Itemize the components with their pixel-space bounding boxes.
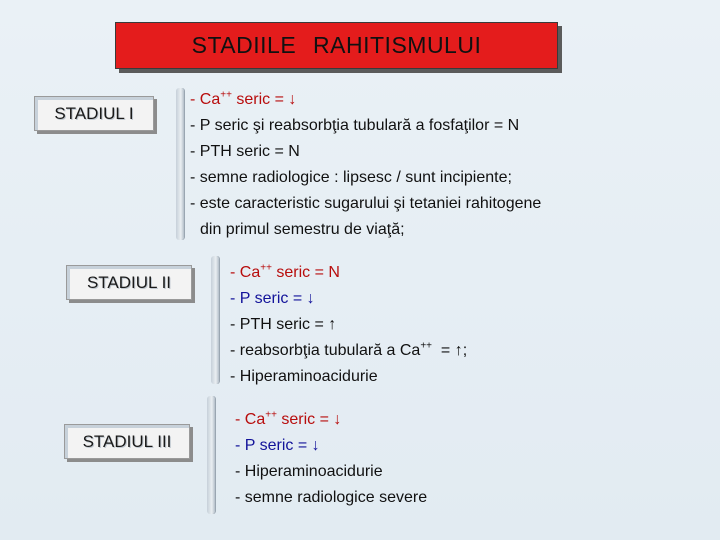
stage-2-box: [66, 265, 192, 300]
title-banner: [115, 22, 558, 69]
stage-1-line-ca: - Ca++ seric = ↓: [190, 89, 297, 108]
stage-1-line-semester: din primul semestru de viaţă;: [200, 221, 405, 238]
stage-1-line-p: - P seric şi reabsorbţia tubulară a fosfaţilor = N: [190, 117, 520, 134]
stage-2-line-pth: - PTH seric = ↑: [230, 316, 337, 333]
page-title: STADIILE RAHITISMULUI: [191, 32, 482, 58]
stage-3-line-ca: - Ca++ seric = ↓: [235, 409, 342, 428]
stage-2-list: [230, 260, 467, 390]
down-arrow-icon: ↓: [306, 290, 315, 307]
stage-1-line-characteristic: - este caracteristic sugarului şi tetaniei rahitogene: [190, 195, 542, 212]
up-arrow-icon: ↑: [454, 342, 463, 359]
stage-2-bracket: [211, 256, 219, 384]
stage-3-line-radiology: - semne radiologice severe: [235, 489, 428, 506]
stage-1-bracket: [176, 88, 184, 240]
stage-1-label: STADIUL I: [54, 103, 134, 123]
stage-2-line-ca: - Ca++ seric = N: [230, 262, 340, 281]
stage-3-line-hyperaminoaciduria: - Hiperaminoacidurie: [235, 463, 383, 480]
stage-1-box: [34, 96, 154, 131]
down-arrow-icon: ↓: [311, 437, 320, 454]
stage-3-list: [235, 407, 427, 511]
stage-3-line-p: - P seric = ↓: [235, 437, 320, 454]
stage-2-line-p: - P seric = ↓: [230, 290, 315, 307]
stage-3-label: STADIUL III: [82, 431, 172, 451]
stage-2-line-hyperaminoaciduria: - Hiperaminoacidurie: [230, 368, 378, 385]
up-arrow-icon: ↑: [328, 316, 337, 333]
stage-1-list: [190, 87, 541, 243]
stage-1-line-pth: - PTH seric = N: [190, 143, 300, 160]
down-arrow-icon: ↓: [288, 91, 297, 108]
stage-3-box: [64, 424, 190, 459]
stage-2-label: STADIUL II: [86, 272, 172, 292]
stage-1-line-radiology: - semne radiologice : lipsesc / sunt incipiente;: [190, 169, 512, 186]
stage-3-bracket: [207, 396, 215, 514]
stage-2-line-reabsorption: - reabsorbţia tubulară a Ca++ = ↑;: [230, 340, 468, 359]
down-arrow-icon: ↓: [333, 411, 342, 428]
